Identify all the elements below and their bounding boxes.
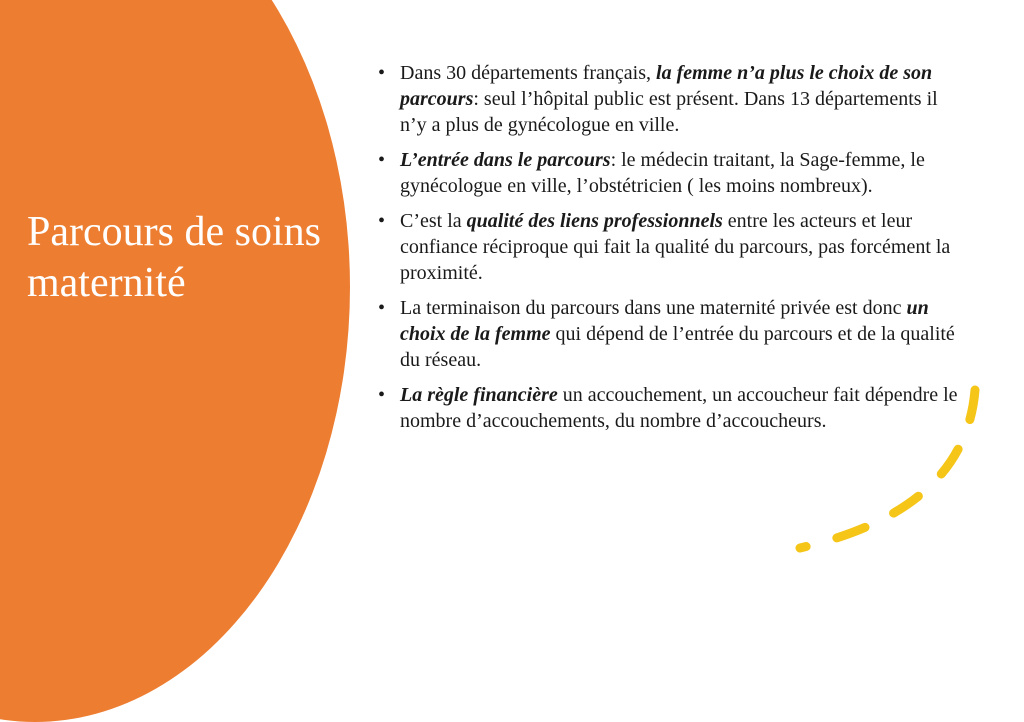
dashed-arc-decoration <box>780 370 1020 570</box>
bullet-emphasis: un choix de la femme <box>400 297 929 345</box>
bullet-text-after: entre les acteurs et leur confiance réciproque qui fait la qualité du parcours, pas forcément la proximité. <box>400 210 951 284</box>
bullet-emphasis: La règle financière <box>400 384 558 406</box>
orange-circle-panel <box>0 0 350 722</box>
bullet-dot-icon: • <box>378 297 386 319</box>
bullet-text-after: un accouchement, un accoucheur fait dépendre le nombre d’accouchements, du nombre d’accoucheurs. <box>400 384 958 432</box>
bullet-item <box>378 147 958 199</box>
bullet-text-before: La terminaison du parcours dans une maternité privée est donc <box>400 297 907 319</box>
bullet-item <box>378 295 958 373</box>
bullet-text-after: qui dépend de l’entrée du parcours et de la qualité du réseau. <box>400 323 955 371</box>
bullet-emphasis: L’entrée dans le parcours <box>400 149 611 171</box>
bullet-dot-icon: • <box>378 210 386 232</box>
bullet-item <box>378 60 958 138</box>
bullet-dot-icon: • <box>378 384 386 406</box>
bullet-item <box>378 208 958 286</box>
bullet-emphasis: qualité des liens professionnels <box>466 210 723 232</box>
bullet-text-before: C’est la <box>400 210 467 232</box>
bullet-text-after: : seul l’hôpital public est présent. Dans 13 départements il n’y a plus de gynécologue en ville. <box>400 88 938 136</box>
bullet-dot-icon: • <box>378 62 386 84</box>
bullet-emphasis: la femme n’a plus le choix de son parcours <box>400 62 933 110</box>
bullet-text-before: Dans 30 départements français, <box>400 62 657 84</box>
slide-title: Parcours de soins maternité <box>27 209 321 306</box>
bullet-dot-icon: • <box>378 149 386 171</box>
bullet-text-after: : le médecin traitant, la Sage-femme, le gynécologue en ville, l’obstétricien ( les moins nombreux). <box>400 149 925 197</box>
